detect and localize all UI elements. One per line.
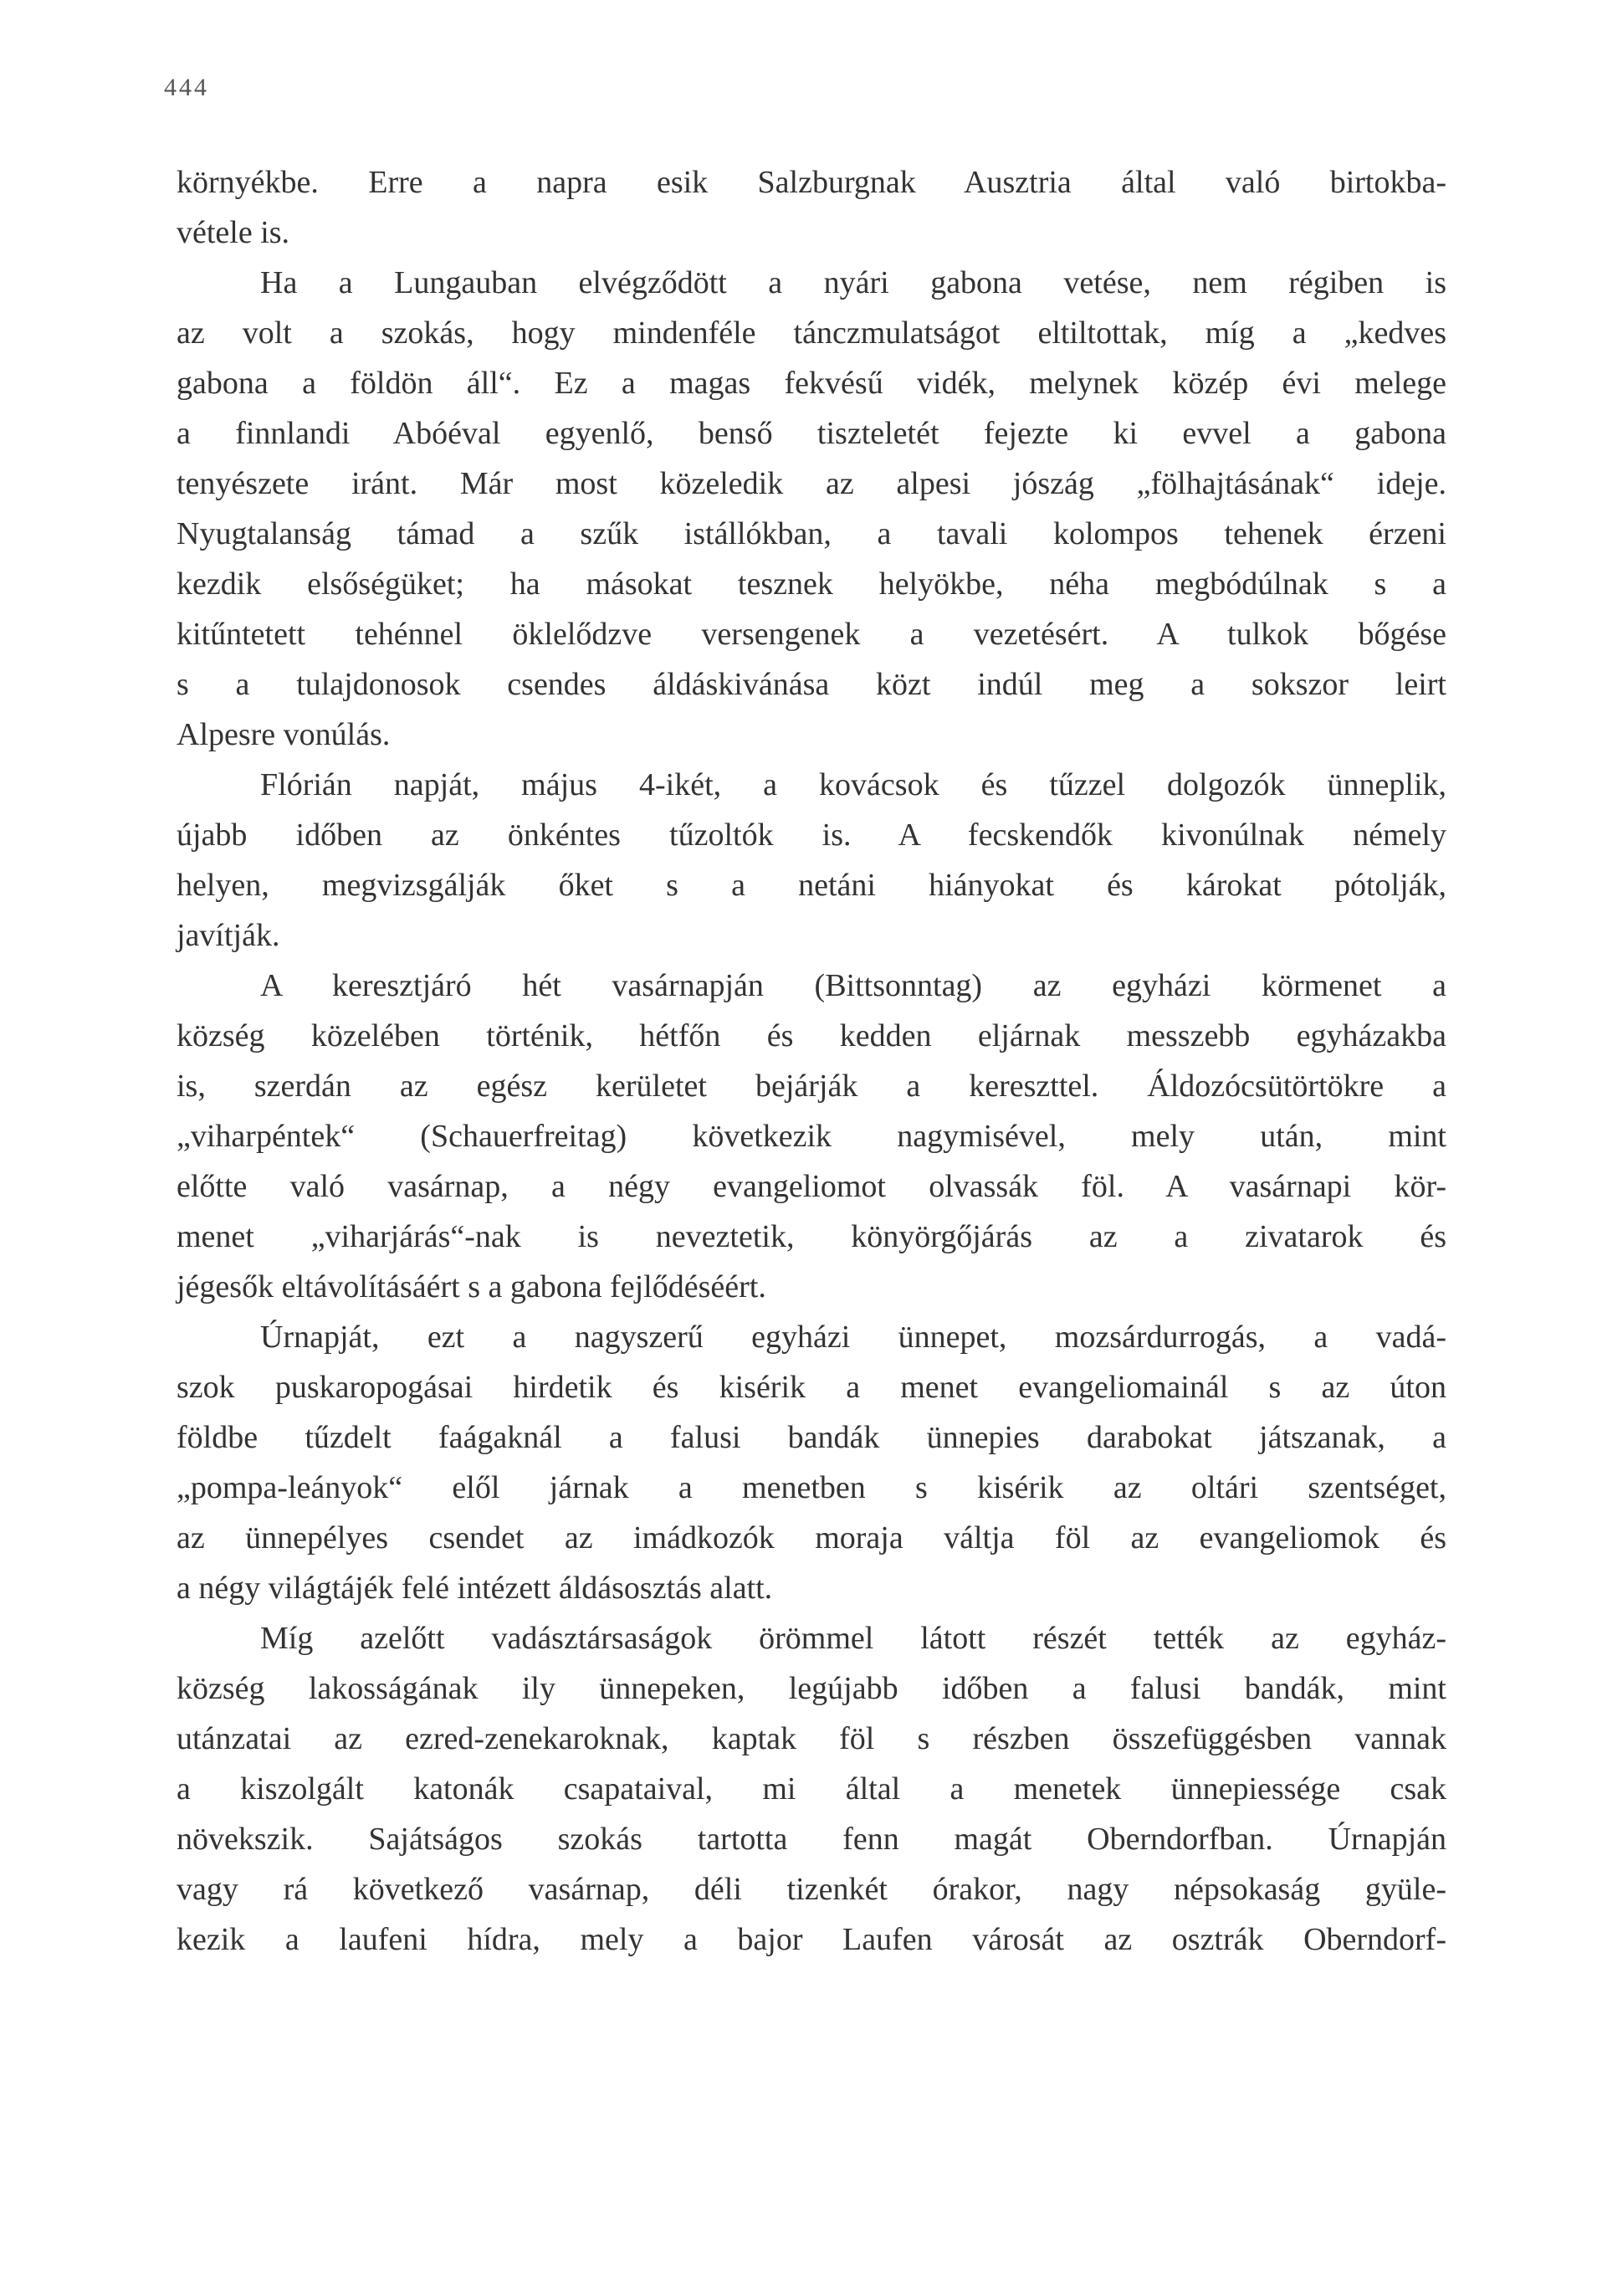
text-line: község közelében történik, hétfőn és kedden eljárnak messzebb egyházakba	[177, 1018, 1446, 1053]
text-line: vagy rá következő vasárnap, déli tizenkét órakor, nagy népsokaság gyüle-	[177, 1872, 1446, 1907]
text-line: Ha a Lungauban elvégződött a nyári gabona vetése, nem régiben is	[260, 265, 1446, 300]
text-line: „pompa-leányok“ elől járnak a menetben s kisérik az oltári szentséget,	[177, 1470, 1446, 1505]
text-line: javítják.	[177, 918, 280, 953]
text-line: az ünnepélyes csendet az imádkozók moraja váltja föl az evangeliomok és	[177, 1520, 1446, 1555]
text-line: község lakosságának ily ünnepeken, legújabb időben a falusi bandák, mint	[177, 1671, 1446, 1706]
text-line: is, szerdán az egész kerületet bejárják a kereszttel. Áldozócsütörtökre a	[177, 1069, 1446, 1104]
text-line: szok puskaropogásai hirdetik és kisérik a menet evangeliomainál s az úton	[177, 1370, 1446, 1405]
text-line: Alpesre vonúlás.	[177, 717, 391, 752]
text-line: környékbe. Erre a napra esik Salzburgnak Ausztria által való birtokba-	[177, 165, 1446, 200]
paragraph	[177, 760, 1446, 961]
text-line: az volt a szokás, hogy mindenféle tánczmulatságot eltiltottak, míg a „kedves	[177, 315, 1446, 351]
text-line: vétele is.	[177, 215, 290, 250]
text-line: A keresztjáró hét vasárnapján (Bittsonntag) az egyházi körmenet a	[260, 968, 1446, 1003]
text-line: a kiszolgált katonák csapataival, mi által a menetek ünnepiessége csak	[177, 1771, 1446, 1807]
text-line: Flórián napját, május 4-ikét, a kovácsok és tűzzel dolgozók ünneplik,	[260, 767, 1446, 802]
paragraph	[177, 258, 1446, 760]
text-line: kezdik elsőségüket; ha másokat tesznek helyökbe, néha megbódúlnak s a	[177, 566, 1446, 602]
text-line: előtte való vasárnap, a négy evangeliomot olvassák föl. A vasárnapi kör-	[177, 1169, 1446, 1204]
text-line: tenyészete iránt. Már most közeledik az alpesi jószág „fölhajtásának“ ideje.	[177, 466, 1446, 501]
text-line: menet „viharjárás“-nak is neveztetik, könyörgőjárás az a zivatarok és	[177, 1219, 1446, 1254]
paragraph	[177, 1312, 1446, 1613]
text-line: újabb időben az önkéntes tűzoltók is. A fecskendők kivonúlnak némely	[177, 817, 1446, 853]
text-line: gabona a földön áll“. Ez a magas fekvésű vidék, melynek közép évi melege	[177, 366, 1446, 401]
text-line: növekszik. Sajátságos szokás tartotta fenn magát Oberndorfban. Úrnapján	[177, 1822, 1446, 1857]
text-line: Nyugtalanság támad a szűk istállókban, a tavali kolompos tehenek érzeni	[177, 516, 1446, 551]
text-line: a finnlandi Abóéval egyenlő, benső tiszteletét fejezte ki evvel a gabona	[177, 416, 1446, 451]
text-line: Úrnapját, ezt a nagyszerű egyházi ünnepet, mozsárdurrogás, a vadá-	[260, 1320, 1446, 1355]
text-line: kezik a laufeni hídra, mely a bajor Laufen városát az osztrák Oberndorf-	[177, 1922, 1446, 1957]
text-line: kitűntetett tehénnel öklelődzve versengenek a vezetésért. A tulkok bőgése	[177, 617, 1446, 652]
page-number: 444	[164, 74, 209, 101]
text-line: jégesők eltávolításáért s a gabona fejlődéséért.	[177, 1269, 766, 1304]
paragraph	[177, 961, 1446, 1312]
text-line: Míg azelőtt vadásztársaságok örömmel látott részét tették az egyház-	[260, 1621, 1446, 1656]
paragraph	[177, 1613, 1446, 1965]
text-line: „viharpéntek“ (Schauerfreitag) következik nagymisével, mely után, mint	[177, 1119, 1446, 1154]
text-line: földbe tűzdelt faágaknál a falusi bandák ünnepies darabokat játszanak, a	[177, 1420, 1446, 1455]
text-line: helyen, megvizsgálják őket s a netáni hiányokat és károkat pótolják,	[177, 868, 1446, 903]
body-text	[177, 157, 1446, 1965]
text-line: s a tulajdonosok csendes áldáskivánása közt indúl meg a sokszor leirt	[177, 667, 1446, 702]
text-line: a négy világtájék felé intézett áldásosztás alatt.	[177, 1571, 773, 1606]
paragraph	[177, 157, 1446, 258]
text-line: utánzatai az ezred-zenekaroknak, kaptak föl s részben összefüggésben vannak	[177, 1721, 1446, 1756]
